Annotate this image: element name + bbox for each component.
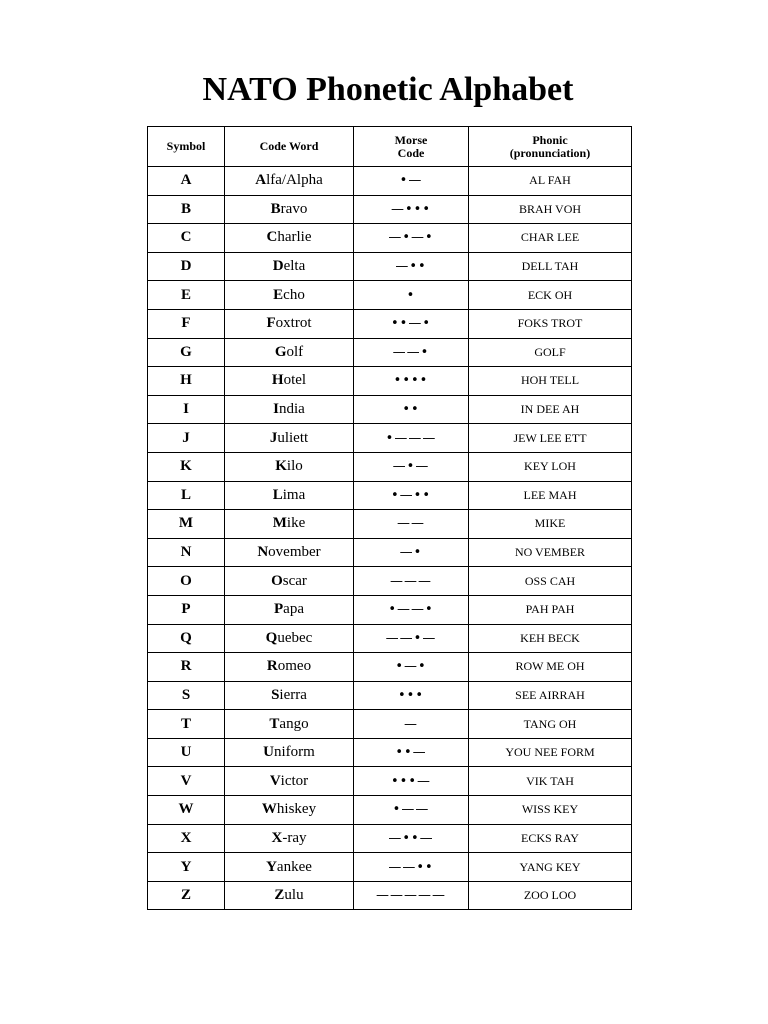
code-word-initial: A — [255, 172, 267, 189]
morse-code-cell: —•• — [354, 252, 469, 281]
morse-code-cell: ————— — [354, 881, 469, 910]
phonetic-alphabet-table — [147, 126, 632, 910]
morse-code-cell: —•— — [354, 452, 469, 481]
code-word-rest: uliett — [277, 429, 309, 446]
table-row — [148, 281, 632, 310]
code-word-rest: oxtrot — [275, 315, 312, 332]
morse-code-cell: — — [354, 710, 469, 739]
phonic-cell: SEE AIRRAH — [469, 681, 632, 710]
phonic-cell: GOLF — [469, 338, 632, 367]
code-word-initial: J — [269, 429, 278, 446]
code-word-initial: Z — [274, 887, 285, 904]
symbol-cell: O — [148, 567, 225, 596]
code-word-cell — [225, 624, 354, 653]
code-word-rest: uebec — [277, 629, 313, 646]
morse-code-cell: ••— — [354, 738, 469, 767]
code-word-rest: ndia — [279, 401, 305, 418]
code-word-rest: ankee — [276, 858, 312, 875]
morse-code-cell: ——•— — [354, 624, 469, 653]
header-morse-line1: Morse — [394, 132, 428, 147]
code-word-cell — [225, 167, 354, 196]
code-word-initial: P — [274, 601, 284, 618]
code-word-cell — [225, 510, 354, 539]
table-header-row — [148, 127, 632, 167]
symbol-cell: A — [148, 167, 225, 196]
morse-code-cell: •—— — [354, 796, 469, 825]
code-word-initial: U — [263, 744, 274, 761]
code-word-rest: apa — [283, 601, 304, 618]
header-phonic-line1: Phonic — [532, 132, 568, 147]
table-row — [148, 481, 632, 510]
phonic-cell: DELL TAH — [469, 252, 632, 281]
morse-code-cell: ——• — [354, 338, 469, 367]
code-word-cell — [225, 395, 354, 424]
code-word-initial: X — [271, 829, 283, 846]
code-word-cell — [225, 681, 354, 710]
symbol-cell: R — [148, 653, 225, 682]
symbol-cell: N — [148, 538, 225, 567]
header-code-word: Code Word — [225, 127, 354, 167]
code-word-cell — [225, 710, 354, 739]
code-word-rest: cho — [283, 286, 305, 303]
code-word-rest: olf — [286, 343, 304, 360]
code-word-cell — [225, 224, 354, 253]
table-body — [148, 167, 632, 910]
table-row — [148, 395, 632, 424]
code-word-initial: H — [271, 372, 284, 389]
code-word-rest: omeo — [277, 658, 312, 675]
phonic-cell: KEY LOH — [469, 452, 632, 481]
code-word-rest: ango — [279, 715, 309, 732]
table-row — [148, 367, 632, 396]
symbol-cell: Q — [148, 624, 225, 653]
symbol-cell: V — [148, 767, 225, 796]
code-word-initial: F — [266, 315, 276, 332]
phonic-cell: KEH BECK — [469, 624, 632, 653]
morse-code-cell: ••• — [354, 681, 469, 710]
morse-code-cell: •— — [354, 167, 469, 196]
code-word-cell — [225, 853, 354, 882]
symbol-cell: S — [148, 681, 225, 710]
table-row — [148, 767, 632, 796]
code-word-cell — [225, 338, 354, 367]
code-word-initial: E — [273, 286, 284, 303]
code-word-initial: R — [266, 658, 278, 675]
table-row — [148, 653, 632, 682]
phonic-cell: PAH PAH — [469, 595, 632, 624]
code-word-cell — [225, 538, 354, 567]
morse-code-cell: —•—• — [354, 224, 469, 253]
phonic-cell: ROW ME OH — [469, 653, 632, 682]
table-row — [148, 567, 632, 596]
code-word-cell — [225, 796, 354, 825]
code-word-cell — [225, 653, 354, 682]
code-word-initial: G — [274, 343, 287, 360]
code-word-initial: C — [266, 229, 278, 246]
symbol-cell: H — [148, 367, 225, 396]
table-row — [148, 195, 632, 224]
table-row — [148, 681, 632, 710]
code-word-initial: O — [271, 572, 283, 589]
phonic-cell: BRAH VOH — [469, 195, 632, 224]
phonic-cell: JEW LEE ETT — [469, 424, 632, 453]
code-word-cell — [225, 738, 354, 767]
symbol-cell: B — [148, 195, 225, 224]
table-row — [148, 853, 632, 882]
table-row — [148, 624, 632, 653]
phonic-cell: VIK TAH — [469, 767, 632, 796]
morse-code-cell: •—• — [354, 653, 469, 682]
morse-code-cell: •—•• — [354, 481, 469, 510]
symbol-cell: D — [148, 252, 225, 281]
table-row — [148, 796, 632, 825]
header-symbol: Symbol — [148, 127, 225, 167]
symbol-cell: M — [148, 510, 225, 539]
table-row — [148, 167, 632, 196]
symbol-cell: I — [148, 395, 225, 424]
code-word-rest: ilo — [286, 458, 303, 475]
code-word-initial: S — [271, 686, 280, 703]
table-row — [148, 824, 632, 853]
code-word-initial: B — [270, 200, 281, 217]
code-word-initial: V — [269, 772, 281, 789]
header-morse-code — [354, 127, 469, 167]
code-word-initial: I — [273, 401, 279, 418]
phonic-cell: HOH TELL — [469, 367, 632, 396]
code-word-cell — [225, 595, 354, 624]
phonic-cell: ECK OH — [469, 281, 632, 310]
phonic-cell: WISS KEY — [469, 796, 632, 825]
symbol-cell: U — [148, 738, 225, 767]
code-word-initial: T — [269, 715, 280, 732]
morse-code-cell: ——— — [354, 567, 469, 596]
code-word-cell — [225, 824, 354, 853]
symbol-cell: X — [148, 824, 225, 853]
table-row — [148, 309, 632, 338]
code-word-rest: ictor — [280, 772, 309, 789]
code-word-rest: elta — [283, 258, 306, 275]
morse-code-cell: —— — [354, 510, 469, 539]
code-word-initial: L — [272, 486, 283, 503]
phonic-cell: CHAR LEE — [469, 224, 632, 253]
morse-code-cell: •——• — [354, 595, 469, 624]
table-row — [148, 424, 632, 453]
morse-code-cell: •——— — [354, 424, 469, 453]
table-row — [148, 538, 632, 567]
code-word-rest: -ray — [282, 829, 307, 846]
code-word-initial: W — [261, 801, 277, 818]
code-word-rest: ima — [282, 486, 306, 503]
table-row — [148, 710, 632, 739]
phonic-cell: IN DEE AH — [469, 395, 632, 424]
symbol-cell: C — [148, 224, 225, 253]
table-row — [148, 595, 632, 624]
symbol-cell: Y — [148, 853, 225, 882]
morse-code-cell: —• — [354, 538, 469, 567]
table-row — [148, 338, 632, 367]
table-row — [148, 738, 632, 767]
code-word-rest: otel — [283, 372, 307, 389]
code-word-initial: N — [257, 544, 269, 561]
header-phonic — [469, 127, 632, 167]
code-word-initial: K — [275, 458, 287, 475]
table-row — [148, 252, 632, 281]
symbol-cell: K — [148, 452, 225, 481]
phonic-cell: FOKS TROT — [469, 309, 632, 338]
morse-code-cell: •••— — [354, 767, 469, 796]
phonic-cell: ZOO LOO — [469, 881, 632, 910]
phonic-cell: YOU NEE FORM — [469, 738, 632, 767]
morse-code-cell: ——•• — [354, 853, 469, 882]
table-row — [148, 510, 632, 539]
code-word-rest: ulu — [284, 887, 304, 904]
symbol-cell: G — [148, 338, 225, 367]
code-word-cell — [225, 881, 354, 910]
phonic-cell: YANG KEY — [469, 853, 632, 882]
symbol-cell: T — [148, 710, 225, 739]
code-word-cell — [225, 452, 354, 481]
code-word-cell — [225, 767, 354, 796]
page-title: NATO Phonetic Alphabet — [202, 71, 574, 108]
header-morse-line2: Code — [397, 145, 425, 160]
code-word-rest: lfa/Alpha — [266, 172, 323, 189]
table-row — [148, 224, 632, 253]
symbol-cell: Z — [148, 881, 225, 910]
symbol-cell: F — [148, 309, 225, 338]
morse-code-cell: ••—• — [354, 309, 469, 338]
morse-code-cell: •• — [354, 395, 469, 424]
code-word-cell — [225, 195, 354, 224]
morse-code-cell: —••• — [354, 195, 469, 224]
phonic-cell: ECKS RAY — [469, 824, 632, 853]
phonic-cell: NO VEMBER — [469, 538, 632, 567]
phonic-cell: LEE MAH — [469, 481, 632, 510]
code-word-rest: ovember — [268, 544, 321, 561]
morse-code-cell: • — [354, 281, 469, 310]
code-word-rest: ravo — [280, 200, 308, 217]
code-word-rest: ierra — [279, 686, 307, 703]
code-word-rest: ike — [286, 515, 306, 532]
code-word-rest: harlie — [277, 229, 312, 246]
code-word-cell — [225, 281, 354, 310]
morse-code-cell: •••• — [354, 367, 469, 396]
table-row — [148, 881, 632, 910]
code-word-cell — [225, 252, 354, 281]
code-word-cell — [225, 481, 354, 510]
phonic-cell: AL FAH — [469, 167, 632, 196]
code-word-cell — [225, 367, 354, 396]
morse-code-cell: —••— — [354, 824, 469, 853]
header-phonic-line2: (pronunciation) — [509, 145, 591, 160]
code-word-initial: Y — [266, 858, 277, 875]
symbol-cell: L — [148, 481, 225, 510]
symbol-cell: E — [148, 281, 225, 310]
code-word-cell — [225, 567, 354, 596]
symbol-cell: W — [148, 796, 225, 825]
code-word-initial: Q — [265, 629, 278, 646]
code-word-rest: niform — [274, 744, 315, 761]
code-word-initial: D — [272, 258, 284, 275]
code-word-cell — [225, 424, 354, 453]
table-row — [148, 452, 632, 481]
phonic-cell: MIKE — [469, 510, 632, 539]
phonic-cell: OSS CAH — [469, 567, 632, 596]
code-word-cell — [225, 309, 354, 338]
symbol-cell: J — [148, 424, 225, 453]
phonic-cell: TANG OH — [469, 710, 632, 739]
code-word-initial: M — [272, 515, 287, 532]
symbol-cell: P — [148, 595, 225, 624]
code-word-rest: hiskey — [276, 801, 317, 818]
code-word-rest: scar — [282, 572, 307, 589]
